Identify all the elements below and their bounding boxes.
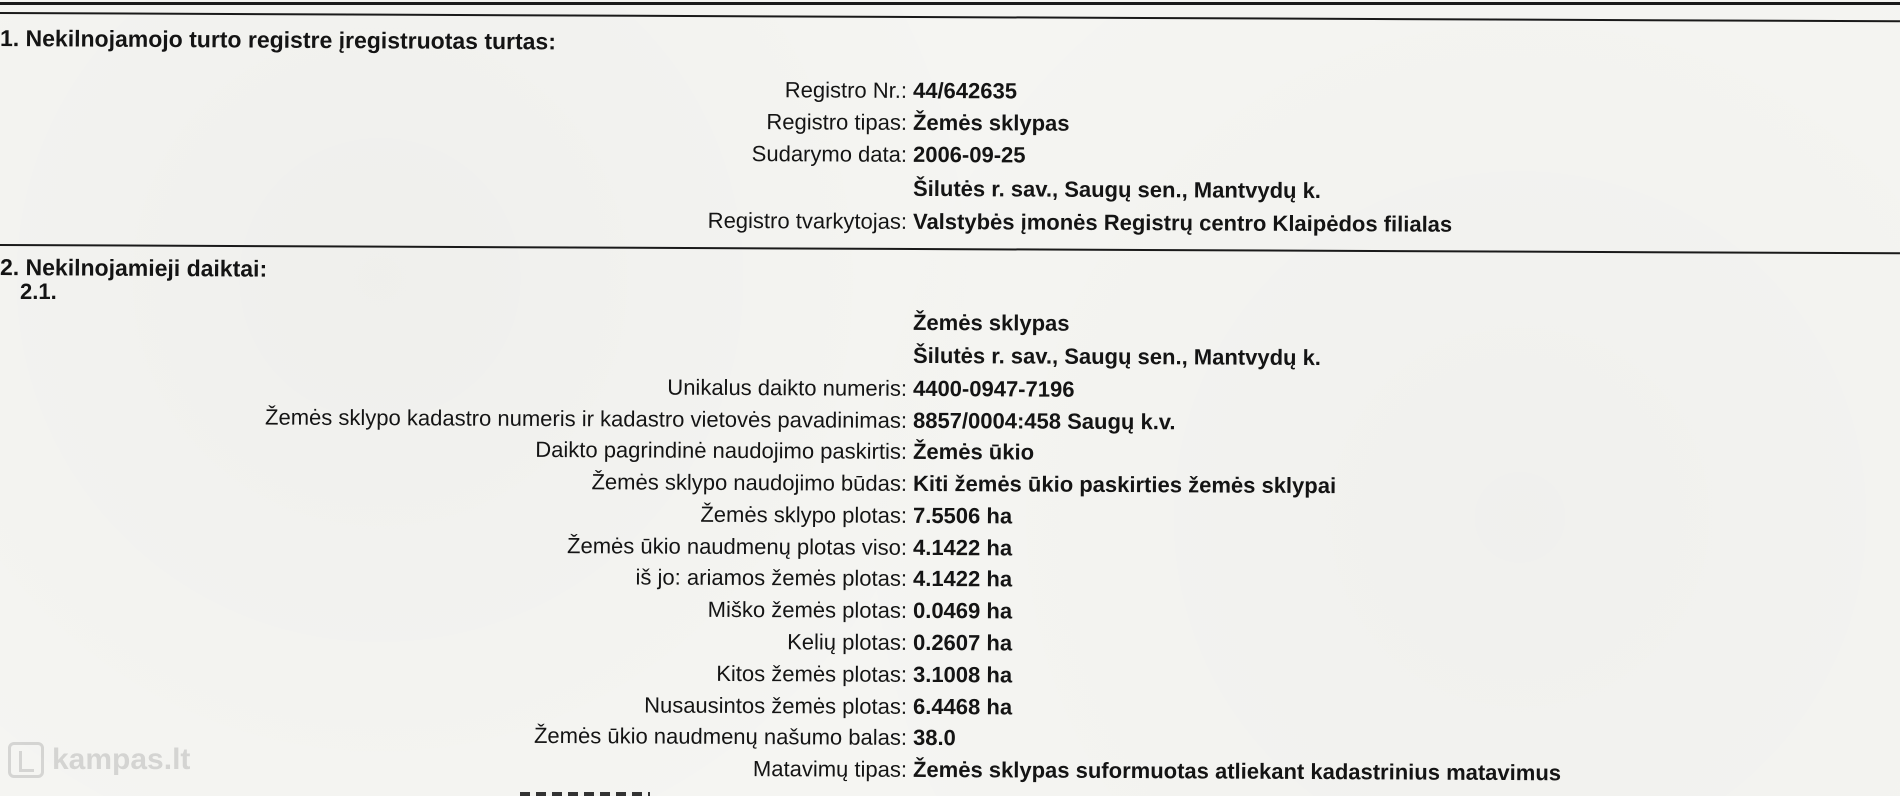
field-value: Žemės sklypas suformuotas atliekant kadastrinius matavimus (912, 756, 1562, 786)
field-value: Žemės ūkio (912, 438, 1035, 465)
item-number: 2.1. (20, 279, 57, 304)
field-value: 4400-0947-7196 (912, 375, 1075, 402)
top-border-line (0, 2, 1900, 5)
field-value: Valstybės įmonės Registrų centro Klaipėdos filialas (912, 208, 1453, 237)
field-label: Žemės ūkio naudmenų našumo balas: (533, 722, 908, 750)
field-label: Sudarymo data: (751, 141, 908, 167)
field-value: 4.1422 ha (912, 565, 1013, 592)
field-label: Kitos žemės plotas: (716, 660, 908, 687)
section-divider-middle (0, 244, 1900, 254)
field-value: 0.2607 ha (912, 629, 1013, 656)
watermark (8, 742, 190, 778)
field-label: Registro Nr.: (784, 77, 908, 103)
field-label: Žemės sklypo naudojimo būdas: (591, 469, 908, 496)
field-label: Miško žemės plotas: (707, 596, 908, 623)
field-value: Žemės sklypas (912, 109, 1070, 136)
field-label: Žemės sklypo plotas: (700, 501, 908, 528)
section-2-heading: 2. Nekilnojamieji daiktai: (0, 254, 268, 282)
field-label: Žemės sklypo kadastro numeris ir kadastro vietovės pavadinimas: (265, 404, 908, 433)
field-label: Unikalus daikto numeris: (667, 374, 908, 401)
cropped-text-fragment (520, 788, 650, 796)
field-value: 44/642635 (912, 77, 1018, 104)
field-label: Registro tvarkytojas: (707, 207, 908, 234)
field-value: Kiti žemės ūkio paskirties žemės sklypai (912, 470, 1337, 499)
field-value: 4.1422 ha (912, 534, 1013, 561)
field-value: 6.4468 ha (912, 693, 1013, 720)
kampas-logo-icon (8, 742, 44, 778)
field-label: Nusausintos žemės plotas: (644, 692, 908, 719)
section-1-heading: 1. Nekilnojamojo turto registre įregistruotas turtas: (0, 25, 557, 55)
field-label: Matavimų tipas: (752, 756, 908, 782)
section-divider-top (0, 12, 1900, 22)
field-value: 2006-09-25 (912, 141, 1026, 168)
field-value: 8857/0004:458 Saugų k.v. (912, 407, 1176, 435)
field-label: iš jo: ariamos žemės plotas: (635, 564, 908, 591)
field-label: Kelių plotas: (787, 629, 908, 655)
field-label: Daikto pagrindinė naudojimo paskirtis: (535, 436, 908, 464)
field-label: Registro tipas: (766, 109, 908, 135)
field-value: Šilutės r. sav., Saugų sen., Mantvydų k. (912, 175, 1322, 204)
field-value: 7.5506 ha (912, 502, 1013, 529)
field-value: Žemės sklypas (912, 309, 1070, 336)
field-value: 38.0 (912, 724, 956, 751)
field-value: 0.0469 ha (912, 597, 1013, 624)
watermark-text: kampas.lt (52, 743, 191, 776)
field-label: Žemės ūkio naudmenų plotas viso: (566, 533, 908, 560)
field-value: Šilutės r. sav., Saugų sen., Mantvydų k. (912, 342, 1322, 371)
field-value: 3.1008 ha (912, 661, 1013, 688)
